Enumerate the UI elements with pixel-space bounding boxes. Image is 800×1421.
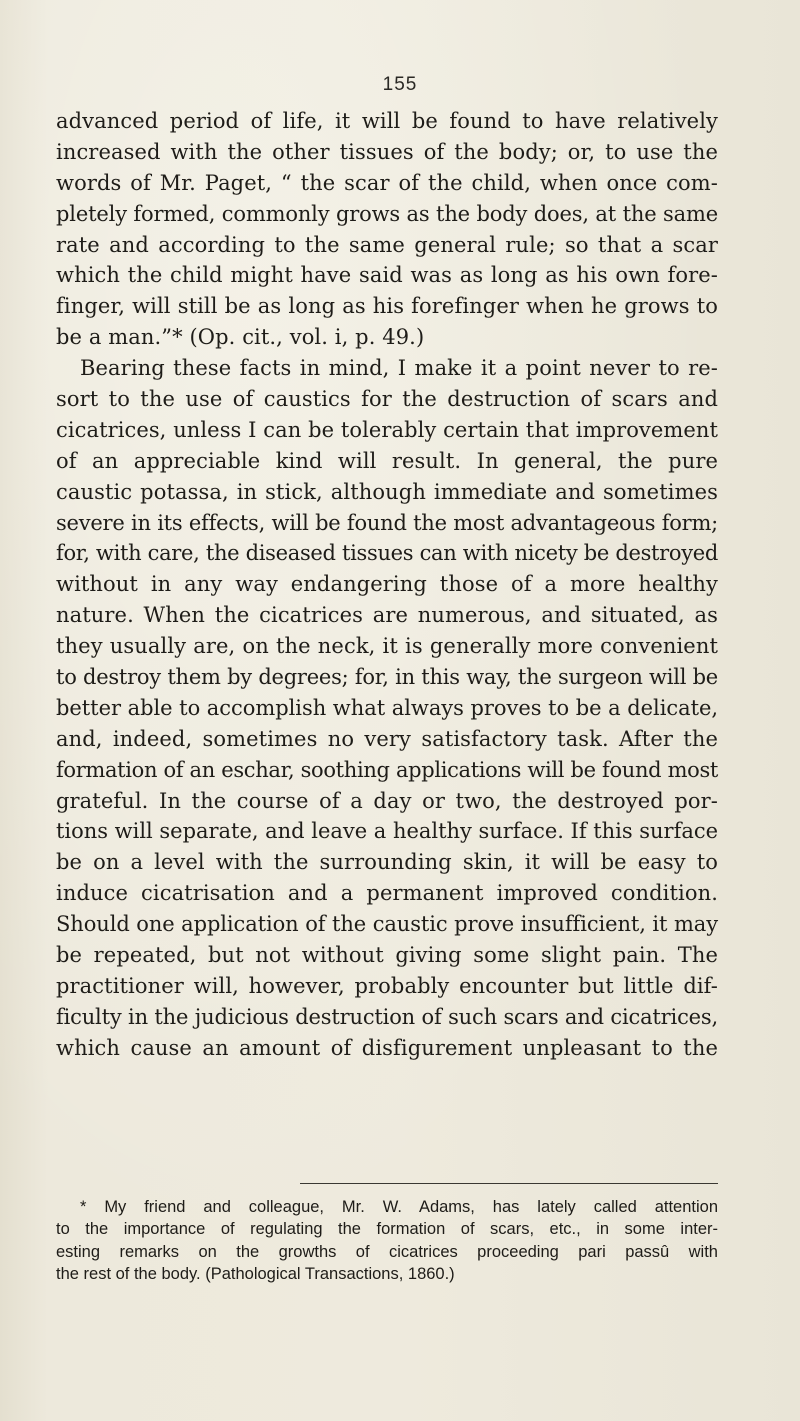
text-line: pletely formed, commonly grows as the body does, at the same	[56, 201, 718, 226]
footnote	[56, 1196, 718, 1286]
text-line: advanced period of life, it will be found to have relatively	[56, 109, 718, 133]
text-line: better able to accomplish what always proves to be a delicate,	[56, 695, 718, 720]
text-line: which cause an amount of disfigurement unpleasant to the	[56, 1035, 718, 1060]
text-line: formation of an eschar, soothing applications will be found most	[56, 757, 718, 782]
text-line: nature. When the cicatrices are numerous, and situated, as	[56, 603, 718, 628]
footnote-line: * My friend and colleague, Mr. W. Adams, has lately called attention	[80, 1198, 718, 1216]
page-number: 155	[382, 74, 418, 95]
text-line: induce cicatrisation and a permanent improved condition.	[56, 881, 718, 906]
text-line: practitioner will, however, probably encounter but little dif-	[56, 973, 718, 998]
text-line: be on a level with the surrounding skin, it will be easy to	[56, 850, 718, 875]
text-line: severe in its effects, will be found the most advantageous form;	[56, 510, 718, 535]
text-line: be repeated, but not without giving some slight pain. The	[56, 943, 718, 968]
text-line: caustic potassa, in stick, although immediate and sometimes	[56, 479, 718, 504]
text-line: which the child might have said was as long as his own fore-	[56, 263, 718, 288]
footnote-line: to the importance of regulating the formation of scars, etc., in some inter-	[56, 1220, 718, 1239]
text-line: Bearing these facts in mind, I make it a point never to re-	[80, 356, 718, 381]
text-line: cicatrices, unless I can be tolerably certain that improvement	[56, 417, 718, 442]
text-line: of an appreciable kind will result. In general, the pure	[56, 448, 718, 473]
text-line: ficulty in the judicious destruction of such scars and cicatrices,	[56, 1004, 718, 1029]
body-text	[56, 106, 718, 1064]
text-line: finger, will still be as long as his forefinger when he grows to	[56, 294, 718, 319]
text-line: for, with care, the diseased tissues can with nicety be destroyed	[56, 541, 718, 566]
text-line: rate and according to the same general rule; so that a scar	[56, 232, 718, 257]
text-line: sort to the use of caustics for the destruction of scars and	[56, 387, 718, 412]
text-line: to destroy them by degrees; for, in this way, the surgeon will be	[56, 665, 718, 690]
text-line: grateful. In the course of a day or two, the destroyed por-	[56, 788, 718, 813]
text-line: Should one application of the caustic prove insufficient, it may	[56, 912, 718, 937]
text-line: and, indeed, sometimes no very satisfactory task. After the	[56, 726, 718, 751]
text-line: words of Mr. Paget, “ the scar of the child, when once com-	[56, 170, 718, 195]
footnote-divider	[300, 1183, 718, 1184]
text-line: increased with the other tissues of the body; or, to use the	[56, 139, 718, 164]
footnote-line: the rest of the body. (Pathological Transactions, 1860.)	[56, 1265, 455, 1284]
text-line: without in any way endangering those of a more healthy	[56, 572, 718, 597]
footnote-line: esting remarks on the growths of cicatrices proceeding pari passû with	[56, 1242, 718, 1261]
text-line: be a man.”* (Op. cit., vol. i, p. 49.)	[56, 325, 425, 350]
text-line: they usually are, on the neck, it is generally more convenient	[56, 634, 718, 659]
text-line: tions will separate, and leave a healthy surface. If this surface	[56, 819, 718, 844]
